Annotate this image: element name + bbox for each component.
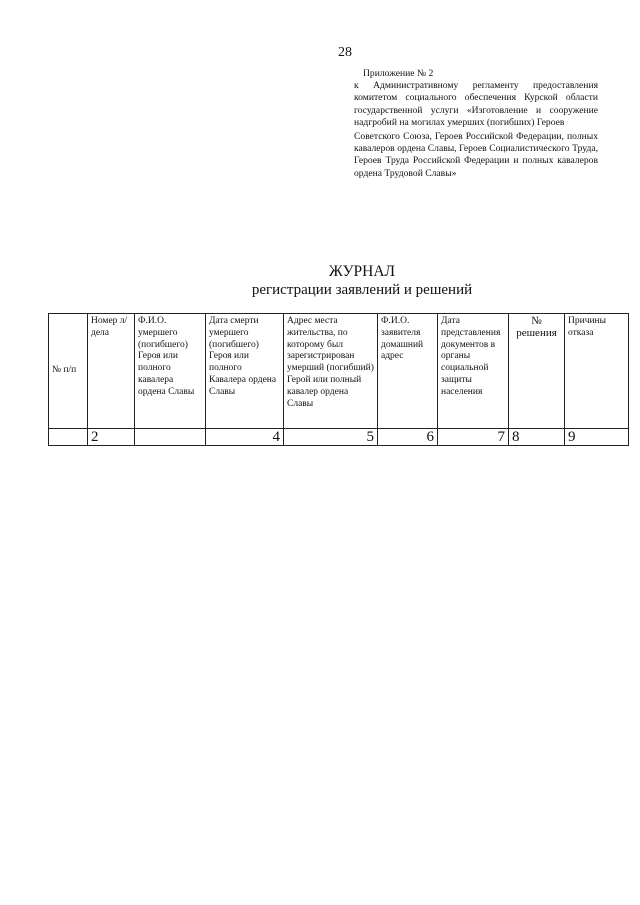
header-cell: № решения xyxy=(509,314,565,429)
header-cell: Ф.И.О. заявителя домашний адрес xyxy=(378,314,438,429)
header-cell: Адрес места жительства, по которому был зарегистрирован умерший (погибший) Герой или полный кавалер ордена Славы xyxy=(284,314,378,429)
appendix-tail: Советского Союза, Героев Российской Федерации, полных кавалеров ордена Славы, Героев Социалистического Труда, Героев Труда Российской Федерации и полных кавалеров ордена Трудовой Славы» xyxy=(354,131,598,179)
registration-table xyxy=(48,313,629,446)
header-cell: Дата смерти умершего (погибшего) Героя или полного Кавалера ордена Славы xyxy=(206,314,284,429)
number-cell: 7 xyxy=(438,429,509,446)
number-cell: 2 xyxy=(88,429,135,446)
number-cell: 8 xyxy=(509,429,565,446)
number-cell xyxy=(135,429,206,446)
number-cell: 4 xyxy=(206,429,284,446)
header-cell: № п/п xyxy=(49,314,88,429)
journal-subtitle: регистрации заявлений и решений xyxy=(251,282,473,298)
header-cell: Ф.И.О. умершего (погибшего) Героя или полного кавалера ордена Славы xyxy=(135,314,206,429)
header-cell: Номер л/дела xyxy=(88,314,135,429)
number-cell: 5 xyxy=(284,429,378,446)
header-cell: Причины отказа xyxy=(565,314,629,429)
header-cell: Дата представления документов в органы социальной защиты населения xyxy=(438,314,509,429)
appendix-body: к Административному регламенту предоставления комитетом социального обеспечения Курской области государственной услуги «Изготовление и сооружение надгробий на могилах умерших (погибших) Героев xyxy=(354,80,598,128)
header-row xyxy=(49,314,629,429)
page-number: 28 xyxy=(338,45,352,60)
number-cell: 6 xyxy=(378,429,438,446)
appendix-block xyxy=(354,68,598,180)
number-cell xyxy=(49,429,88,446)
number-cell: 9 xyxy=(565,429,629,446)
journal-title: ЖУРНАЛ xyxy=(328,263,396,280)
appendix-title: Приложение № 2 xyxy=(363,68,434,79)
number-row xyxy=(49,429,629,446)
